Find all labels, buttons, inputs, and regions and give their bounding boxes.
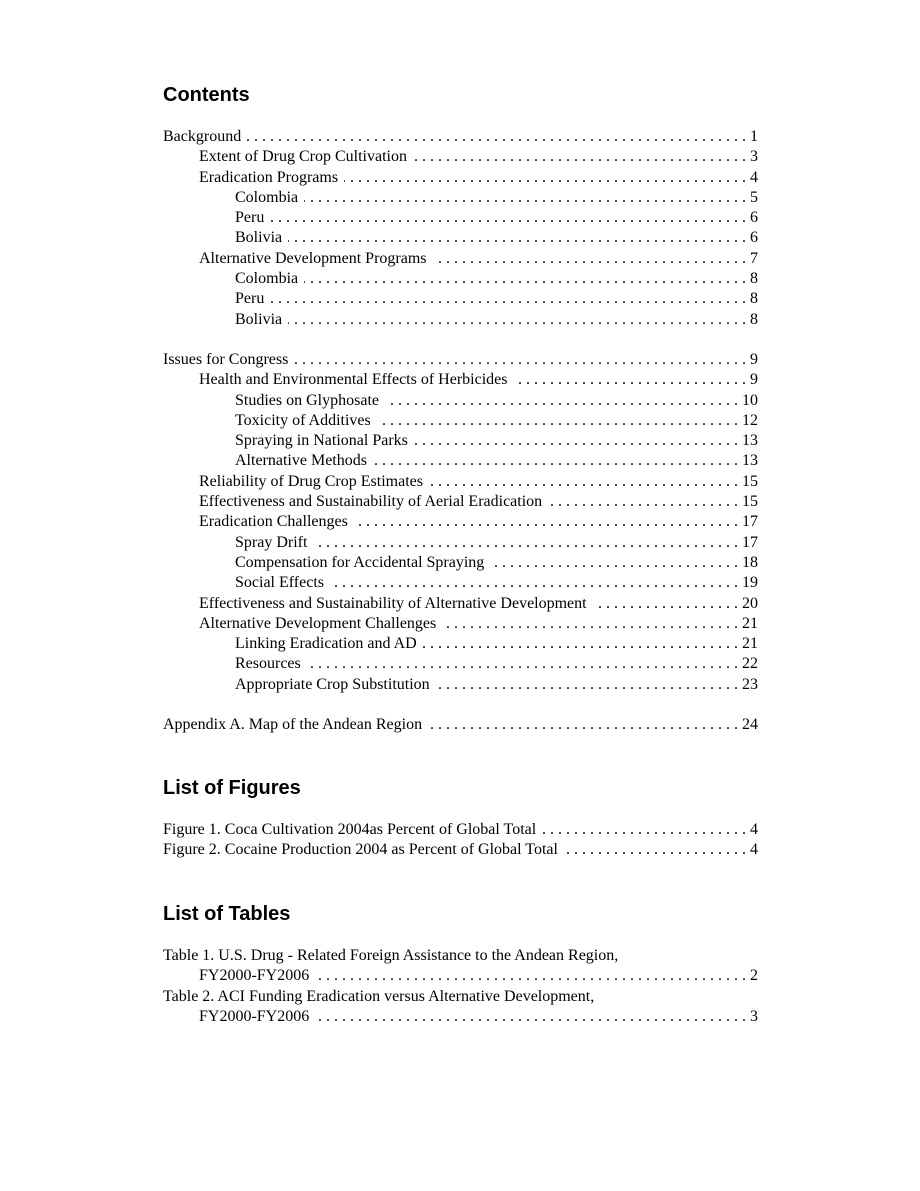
toc-entry[interactable] (163, 370, 758, 390)
toc-entry-page: 1 (750, 128, 758, 145)
toc-entry[interactable] (163, 350, 758, 370)
dot-leader (513, 370, 746, 390)
dot-leader (593, 594, 738, 614)
toc-entry[interactable] (163, 188, 758, 208)
dot-leader (270, 208, 746, 228)
toc-entry[interactable] (163, 820, 758, 840)
toc-entry-title: Eradication Challenges (199, 513, 348, 531)
toc-entry-page: 17 (742, 533, 758, 551)
toc-entry-title: FY2000-FY2006 (199, 1007, 310, 1025)
toc-entry[interactable] (163, 451, 758, 471)
dot-leader (542, 820, 746, 840)
toc-entry-title: Resources (235, 655, 301, 673)
toc-entry-page: 24 (742, 716, 758, 733)
toc-entry[interactable] (163, 269, 758, 289)
toc-entry-page: 4 (750, 841, 758, 859)
dot-leader (270, 289, 746, 309)
toc-entry-page: 4 (750, 821, 758, 838)
toc-entry-title: Extent of Drug Crop Cultivation (199, 148, 407, 166)
toc-entry-title: Health and Environmental Effects of Herbicides (199, 371, 508, 389)
toc-entry-page: 3 (750, 148, 758, 166)
toc-entry-page: 13 (742, 452, 758, 470)
dot-leader (414, 431, 738, 451)
table-entry-title[interactable]: Table 2. ACI Funding Eradication versus Alternative Development, (163, 987, 595, 1005)
toc-entry-page: 21 (742, 614, 758, 632)
dot-leader (354, 512, 738, 532)
toc-entry-page: 10 (742, 391, 758, 409)
toc-entry[interactable] (163, 310, 758, 330)
dot-leader (307, 654, 738, 674)
toc-entry-title: Eradication Programs (199, 168, 339, 186)
dot-leader (428, 715, 738, 735)
toc-entry-title: Linking Eradication and AD (235, 635, 417, 653)
toc-entry[interactable] (163, 675, 758, 695)
toc-entry[interactable] (163, 533, 758, 553)
toc-entry[interactable] (163, 472, 758, 492)
toc-entry[interactable] (163, 391, 758, 411)
toc-entry[interactable] (163, 512, 758, 532)
toc-entry-title: Reliability of Drug Crop Estimates (199, 472, 423, 490)
figures-list (163, 820, 758, 861)
toc-entry-title: FY2000-FY2006 (199, 967, 310, 985)
toc-entry[interactable] (163, 614, 758, 634)
dot-leader (330, 573, 738, 593)
dot-leader (442, 614, 738, 634)
toc-entry-page: 18 (742, 553, 758, 571)
dot-leader (429, 472, 738, 492)
toc-entry[interactable] (163, 840, 758, 860)
toc-entry-page: 2 (750, 967, 758, 985)
toc-entry-title: Issues for Congress (163, 351, 289, 368)
dot-leader (247, 127, 746, 147)
toc-entry-page: 7 (750, 249, 758, 267)
dot-leader (304, 188, 746, 208)
toc-entry-title: Peru (235, 209, 265, 227)
toc-entry[interactable] (163, 654, 758, 674)
toc-entry-page: 8 (750, 310, 758, 328)
dot-leader (436, 675, 738, 695)
dot-leader (315, 966, 746, 986)
toc-entry-title: Alternative Development Challenges (199, 614, 437, 632)
dot-leader (373, 451, 738, 471)
toc-entry-page: 20 (742, 594, 758, 612)
toc-entry-page: 15 (742, 493, 758, 511)
dot-leader (294, 350, 746, 370)
toc-entry-title: Effectiveness and Sustainability of Aerial Eradication (199, 493, 543, 511)
toc-entry-page: 9 (750, 351, 758, 368)
toc-entry[interactable] (163, 208, 758, 228)
contents-group-3 (163, 715, 758, 735)
toc-entry-title: Appropriate Crop Substitution (235, 675, 430, 693)
dot-leader (548, 492, 738, 512)
dot-leader (313, 533, 738, 553)
toc-entry-title: Compensation for Accidental Spraying (235, 553, 485, 571)
toc-entry[interactable] (163, 634, 758, 654)
toc-entry[interactable] (163, 168, 758, 188)
toc-entry-title: Figure 2. Cocaine Production 2004 as Percent of Global Total (163, 841, 558, 859)
toc-entry-title: Bolivia (235, 310, 283, 328)
toc-entry-page: 13 (742, 432, 758, 450)
contents-group-2 (163, 350, 758, 695)
contents-heading: Contents (163, 84, 250, 106)
toc-entry[interactable] (163, 715, 758, 735)
toc-entry[interactable] (163, 431, 758, 451)
toc-entry[interactable] (163, 127, 758, 147)
toc-entry-title: Colombia (235, 188, 299, 206)
dot-leader (304, 269, 746, 289)
toc-entry-title: Bolivia (235, 229, 283, 247)
dot-leader (344, 168, 746, 188)
toc-entry[interactable] (163, 411, 758, 431)
toc-entry-title: Spray Drift (235, 533, 308, 551)
toc-entry[interactable] (163, 1007, 758, 1027)
toc-entry-page: 21 (742, 635, 758, 653)
dot-leader (564, 840, 746, 860)
tables-list (163, 946, 758, 1027)
toc-entry-page: 15 (742, 472, 758, 490)
dot-leader (423, 634, 738, 654)
dot-leader (385, 391, 738, 411)
toc-entry-title: Effectiveness and Sustainability of Alternative Development (199, 594, 587, 612)
toc-entry-title: Colombia (235, 270, 299, 288)
dot-leader (315, 1007, 746, 1027)
toc-entry-page: 23 (742, 675, 758, 693)
toc-entry[interactable] (163, 594, 758, 614)
toc-entry-page: 19 (742, 574, 758, 592)
toc-entry-page: 5 (750, 188, 758, 206)
toc-entry-page: 12 (742, 411, 758, 429)
toc-entry-title: Spraying in National Parks (235, 432, 408, 450)
dot-leader (288, 310, 746, 330)
toc-entry-title: Appendix A. Map of the Andean Region (163, 716, 423, 733)
dot-leader (413, 147, 746, 167)
toc-entry-title: Toxicity of Additives (235, 411, 371, 429)
toc-entry[interactable] (163, 147, 758, 167)
toc-entry[interactable] (163, 249, 758, 269)
toc-entry[interactable] (163, 289, 758, 309)
toc-entry-page: 6 (750, 209, 758, 227)
toc-entry-page: 8 (750, 290, 758, 308)
toc-entry-title: Background (163, 128, 242, 145)
toc-entry-page: 8 (750, 270, 758, 288)
toc-entry-title: Alternative Development Programs (199, 249, 427, 267)
table-entry-title[interactable]: Table 1. U.S. Drug - Related Foreign Assistance to the Andean Region, (163, 947, 619, 964)
toc-entry-page: 6 (750, 229, 758, 247)
dot-leader (433, 249, 747, 269)
toc-entry-page: 17 (742, 513, 758, 531)
toc-entry-title: Social Effects (235, 574, 325, 592)
toc-entry-page: 9 (750, 371, 758, 389)
contents-group-1 (163, 127, 758, 330)
toc-entry-title: Figure 1. Coca Cultivation 2004as Percent of Global Total (163, 821, 537, 838)
toc-entry-title: Alternative Methods (235, 452, 367, 470)
toc-entry-page: 22 (742, 655, 758, 673)
toc-entry-page: 3 (750, 1007, 758, 1025)
toc-entry[interactable] (163, 228, 758, 248)
toc-entry[interactable] (163, 492, 758, 512)
toc-entry-page: 4 (750, 168, 758, 186)
toc-entry-title: Peru (235, 290, 265, 308)
toc-entry[interactable] (163, 553, 758, 573)
toc-entry[interactable] (163, 966, 758, 986)
dot-leader (490, 553, 738, 573)
toc-entry-title: Studies on Glyphosate (235, 391, 379, 409)
tables-heading: List of Tables (163, 903, 291, 925)
figures-heading: List of Figures (163, 777, 301, 799)
toc-entry[interactable] (163, 573, 758, 593)
dot-leader (288, 228, 746, 248)
dot-leader (377, 411, 738, 431)
